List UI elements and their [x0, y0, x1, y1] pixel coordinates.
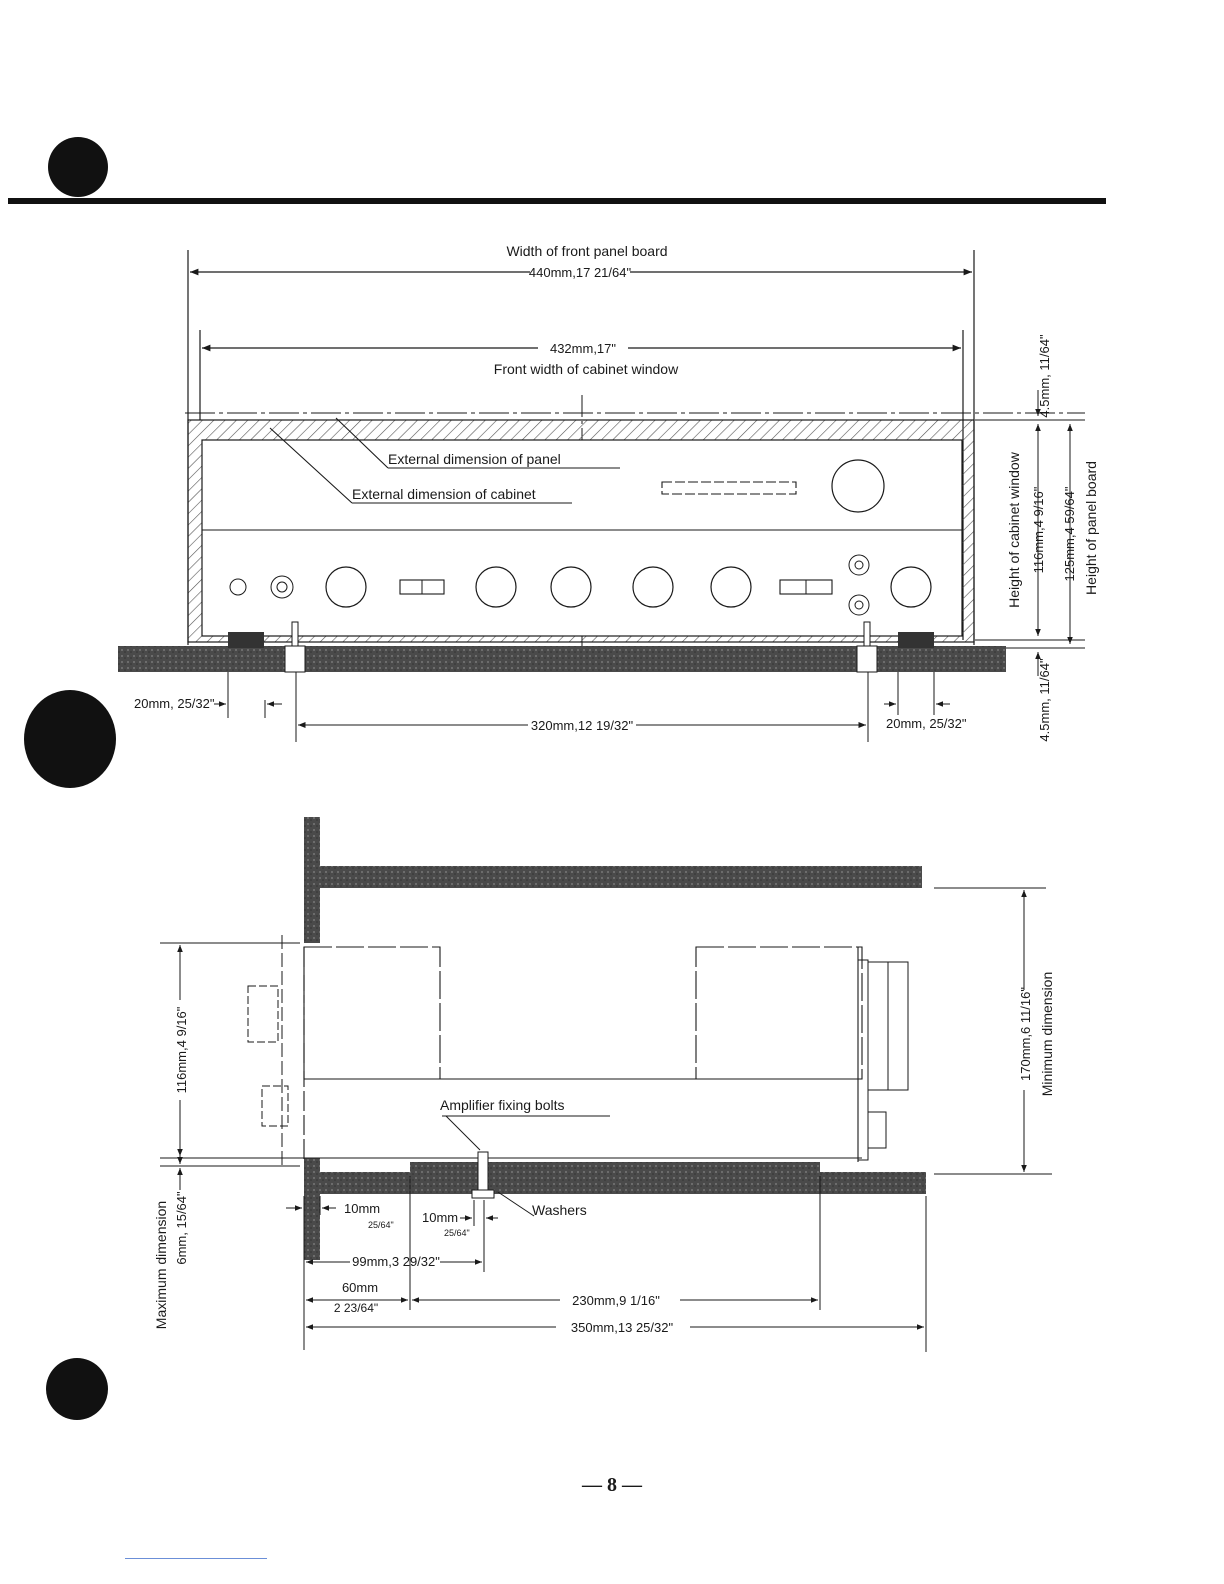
panel-board-height-dim: 125mm,4 59/64" — [1062, 486, 1077, 582]
front-panel-width-dim: 440mm,17 21/64" — [528, 265, 632, 280]
front-view-diagram — [0, 0, 1224, 780]
dim-99: 99mm,3 29/32" — [352, 1254, 440, 1269]
top-gap-dim: 4.5mm, 11/64" — [1037, 334, 1052, 418]
cabinet-window-width-dim: 432mm,17" — [549, 341, 617, 356]
ten-mm-right-frac: 25/64" — [444, 1228, 470, 1238]
panel-external-label: External dimension of panel — [388, 451, 561, 467]
dim-60-mm: 60mm — [341, 1280, 379, 1295]
left-offset-dim: 20mm, 25/32" — [134, 696, 215, 711]
ten-mm-left-frac: 25/64" — [368, 1220, 394, 1230]
dim-60-in: 2 23/64" — [333, 1301, 379, 1315]
side-view-diagram — [0, 800, 1224, 1400]
front-panel-width-label: Width of front panel board — [506, 243, 668, 259]
dim-350: 350mm,13 25/32" — [570, 1320, 674, 1335]
cabinet-window-width-label: Front width of cabinet window — [493, 361, 679, 377]
bottom-gap-dim: 4.5mm, 11/64" — [1037, 658, 1052, 742]
washers-label: Washers — [532, 1202, 587, 1218]
cabinet-external-label: External dimension of cabinet — [352, 486, 536, 502]
max-dim-label: Maximum dimension — [153, 1200, 169, 1330]
min-dim-value: 170mm,6 11/16" — [1018, 987, 1033, 1081]
panel-board-height-label: Height of panel board — [1083, 461, 1099, 595]
min-dim-label: Minimum dimension — [1039, 971, 1055, 1097]
window-height-dim: 116mm,4 9/16" — [1031, 486, 1046, 574]
side-left-height-dim: 116mm,4 9/16" — [174, 1006, 189, 1094]
right-offset-dim: 20mm, 25/32" — [886, 716, 967, 731]
ten-mm-right: 10mm — [422, 1210, 459, 1225]
bolts-label: Amplifier fixing bolts — [440, 1097, 565, 1113]
max-dim-value: 6mm, 15/64" — [174, 1191, 189, 1265]
footer-rule — [125, 1558, 267, 1559]
window-height-label: Height of cabinet window — [1006, 452, 1022, 608]
dim-230: 230mm,9 1/16" — [572, 1293, 660, 1308]
page-number: — 8 — — [582, 1474, 642, 1496]
bolt-spacing-dim: 320mm,12 19/32" — [530, 718, 634, 733]
ten-mm-left: 10mm — [344, 1201, 381, 1216]
